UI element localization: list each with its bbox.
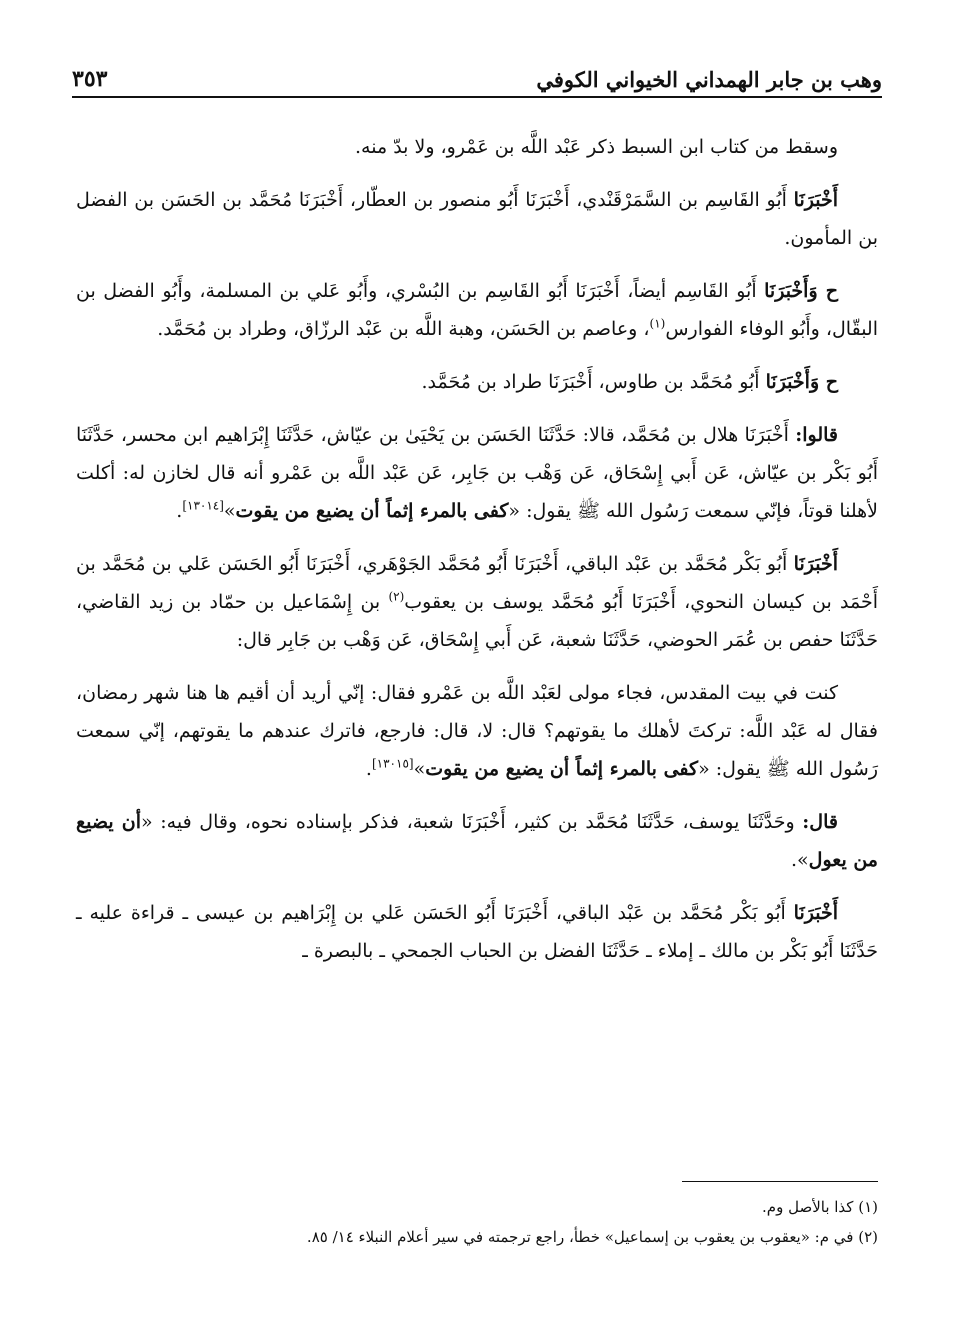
running-title: وهب بن جابر الهمداني الخيواني الكوفي: [536, 67, 882, 92]
keyword: أَخْبَرَنَا: [793, 189, 838, 211]
paragraph: [76, 181, 878, 257]
hadith-text: كفى بالمرء إثماً أن يضيع من يقوت: [425, 758, 699, 780]
paragraph: [76, 803, 878, 879]
text: »: [223, 500, 236, 522]
footnote-ref: (٢): [388, 589, 405, 604]
keyword: أَخْبَرَنَا: [793, 902, 838, 924]
text: ، وعاصم بن الحَسَن، وهبة اللَّه بن عَبْد الرزّاق، وطراد بن مُحَمَّد.: [157, 318, 650, 340]
text: أَبُو مُحَمَّد بن طاوس، أَخْبَرَنَا طراد بن مُحَمَّد.: [421, 371, 766, 393]
hadith-number: [١٣٠١٥]: [371, 756, 414, 771]
hadith-number: [١٣٠١٤]: [182, 498, 224, 513]
text: بن إِسْمَاعيل بن حمّاد بن زيد القاضي، حَدَّثَنَا حفص بن عُمَر الحوضي، حَدَّثَنَا شعبة، عَن أَبي إِسْحَاق، عَن وَهْب بن جَابِر قال:: [76, 591, 878, 651]
text: أَبُو القَاسِم بن السَّمَرْقَنْدي، أَخْبَرَنَا أَبُو منصور بن العطّار، أَخْبَرَنَا مُحَمَّد بن الحَسَن بن الفضل بن المأمون.: [76, 189, 878, 249]
page-number: ٣٥٣: [72, 66, 108, 92]
text: أَبُو بَكْر مُحَمَّد بن عَبْد الباقي، أَخْبَرَنَا أَبُو الحَسَن عَلي بن إِبْرَاهيم بن عيسى ـ قراءة عليه ـ حَدَّثَنَا أَبُو بَكْر بن مالك ـ إملاء ـ حَدَّثَنَا الفضل بن الحباب الجمحي ـ بالبصرة ـ: [76, 902, 878, 962]
header-rule: [72, 96, 882, 98]
paragraph: [76, 894, 878, 970]
footnote-ref: (١): [649, 316, 666, 331]
text: أَبُو القَاسِم أيضاً، أَخْبَرَنَا أَبُو القَاسِم بن البُسْري، وأَبُو عَلي بن المسلمة، وأَبُو الفضل بن البقّال، وأَبُو الوفاء الفوارس: [76, 280, 878, 340]
footnote-rule: [682, 1181, 878, 1182]
paragraph: [76, 545, 878, 659]
text: أَخْبَرَنَا هلال بن مُحَمَّد، قالا: حَدَّثَنَا الحَسَن بن يَحْيَىٰ بن عيّاش، حَدَّثَنَا إِبْرَاهيم ابن محسر، حَدَّثَنَا أَبُو بَكْر بن عيّاش، عَن أَبي إِسْحَاق، عَن وَهْب بن جَابِر، عَن عَبْد اللَّه بن عَمْرو أنه قال لخازن له: أكلت لأهلنا قوتاً، فإنّي سمعت رَسُول الله ﷺ يقول: «: [76, 424, 878, 522]
paragraph: [76, 128, 878, 166]
keyword: قال:: [802, 811, 838, 833]
paragraph: [76, 272, 878, 348]
hadith-text: أن يضيع من يعول: [76, 811, 878, 871]
paragraph: [76, 674, 878, 788]
text: كنت في بيت المقدس، فجاء مولى لعَبْد اللَّه بن عَمْرو فقال: إنّي أريد أن أقيم ها هنا شهر رمضان، فقال له عَبْد اللَّه: تركتَ لأهلك ما يقوتهم؟ قال: لا، قال: فارجع، فاترك عندهم ما يقوتهم، إنّي سمعت رَسُول الله ﷺ يقول: «: [76, 682, 878, 780]
main-text: [76, 128, 878, 985]
text: وسقط من كتاب ابن السبط ذكر عَبْد اللَّه بن عَمْرو، ولا بدّ منه.: [355, 136, 838, 158]
text: »: [413, 758, 426, 780]
keyword: أَخْبَرَنَا: [793, 553, 838, 575]
running-header: [72, 52, 882, 92]
text: .: [365, 758, 372, 780]
keyword: قالوا:: [795, 424, 838, 446]
keyword: ح وَأَخْبَرَنَا: [765, 371, 838, 393]
footnote: (١) كذا بالأصل وم.: [762, 1198, 878, 1216]
paragraph: [76, 363, 878, 401]
keyword: ح وَأَخْبَرَنَا: [764, 280, 838, 302]
text: .: [176, 500, 183, 522]
hadith-text: كفى بالمرء إثماً أن يضيع من يقوت: [235, 500, 509, 522]
text: أَبُو بَكْر مُحَمَّد بن عَبْد الباقي، أَخْبَرَنَا أَبُو مُحَمَّد الجَوْهَري، أَخْبَرَنَا أَبُو الحَسَن عَلي بن مُحَمَّد بن أَحْمَد بن كيسان النحوي، أَخْبَرَنَا أَبُو مُحَمَّد يوسف بن يعقوب: [76, 553, 878, 613]
footnotes: [76, 1192, 878, 1252]
paragraph: [76, 416, 878, 530]
text: ».: [790, 849, 809, 871]
footnote: (٢) في م: «يعقوب بن يعقوب بن إسماعيل» خطأ، راجع ترجمته في سير أعلام النبلاء ١٤/ ٨٥.: [306, 1228, 878, 1246]
text: وحَدَّثَنَا يوسف، حَدَّثَنَا مُحَمَّد بن كثير، أَخْبَرَنَا شعبة، فذكر بإسناده نحوه، وقال فيه: «: [141, 811, 803, 833]
